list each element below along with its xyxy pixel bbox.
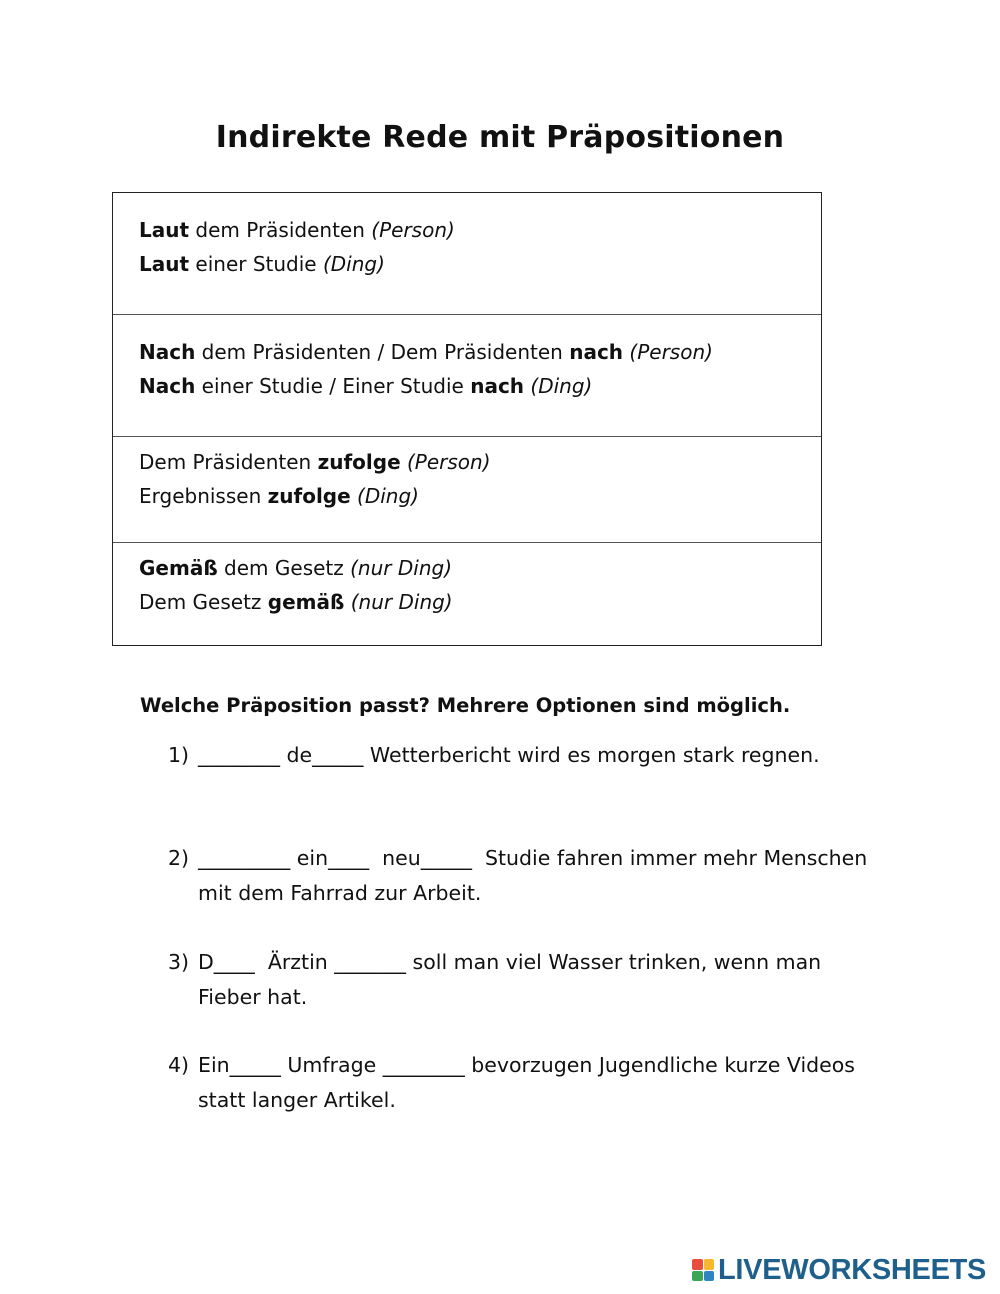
exercise-text: _________ ein____ neu_____ Studie fahren immer mehr Menschen mit dem Fahrrad zur Arbeit. <box>198 846 874 905</box>
exercise-number: 3) <box>168 950 190 974</box>
exercise-text: D____ Ärztin _______ soll man viel Wasser trinken, wenn man Fieber hat. <box>198 950 828 1009</box>
logo-square-blue <box>704 1271 715 1282</box>
exercise-item-1[interactable] <box>168 738 868 773</box>
logo-square-yellow <box>704 1259 715 1270</box>
logo-square-green <box>692 1271 703 1282</box>
section-gemaess <box>113 543 821 645</box>
exercise-number: 1) <box>168 743 190 767</box>
line-gemaess-1: Gemäß dem Gesetz (nur Ding) <box>139 556 452 580</box>
page-title: Indirekte Rede mit Präpositionen <box>215 120 785 155</box>
liveworksheets-logo[interactable] <box>692 1252 986 1288</box>
exercise-text: ________ de_____ Wetterbericht wird es morgen stark regnen. <box>198 743 820 767</box>
line-zufolge-ding: Ergebnissen zufolge (Ding) <box>139 484 419 508</box>
logo-square-red <box>692 1259 703 1270</box>
line-gemaess-2: Dem Gesetz gemäß (nur Ding) <box>139 590 453 614</box>
section-nach <box>113 315 821 437</box>
exercise-item-2[interactable] <box>168 841 874 911</box>
liveworksheets-icon <box>692 1259 714 1281</box>
exercise-number: 4) <box>168 1053 190 1077</box>
section-zufolge <box>113 437 821 543</box>
section-laut <box>113 193 821 315</box>
exercise-instruction: Welche Präposition passt? Mehrere Optionen sind möglich. <box>140 694 791 717</box>
line-laut-ding: Laut einer Studie (Ding) <box>139 252 385 276</box>
line-zufolge-person: Dem Präsidenten zufolge (Person) <box>139 450 491 474</box>
exercise-item-3[interactable] <box>168 945 868 1015</box>
line-nach-person: Nach dem Präsidenten / Dem Präsidenten nach (Person) <box>139 340 713 364</box>
preposition-table <box>112 192 822 646</box>
exercise-text: Ein_____ Umfrage ________ bevorzugen Jugendliche kurze Videos statt langer Artikel. <box>198 1053 862 1112</box>
line-nach-ding: Nach einer Studie / Einer Studie nach (Ding) <box>139 374 593 398</box>
brand-name: LIVEWORKSHEETS <box>718 1253 987 1286</box>
exercise-item-4[interactable] <box>168 1048 868 1118</box>
line-laut-person: Laut dem Präsidenten (Person) <box>139 218 455 242</box>
exercise-number: 2) <box>168 846 190 870</box>
